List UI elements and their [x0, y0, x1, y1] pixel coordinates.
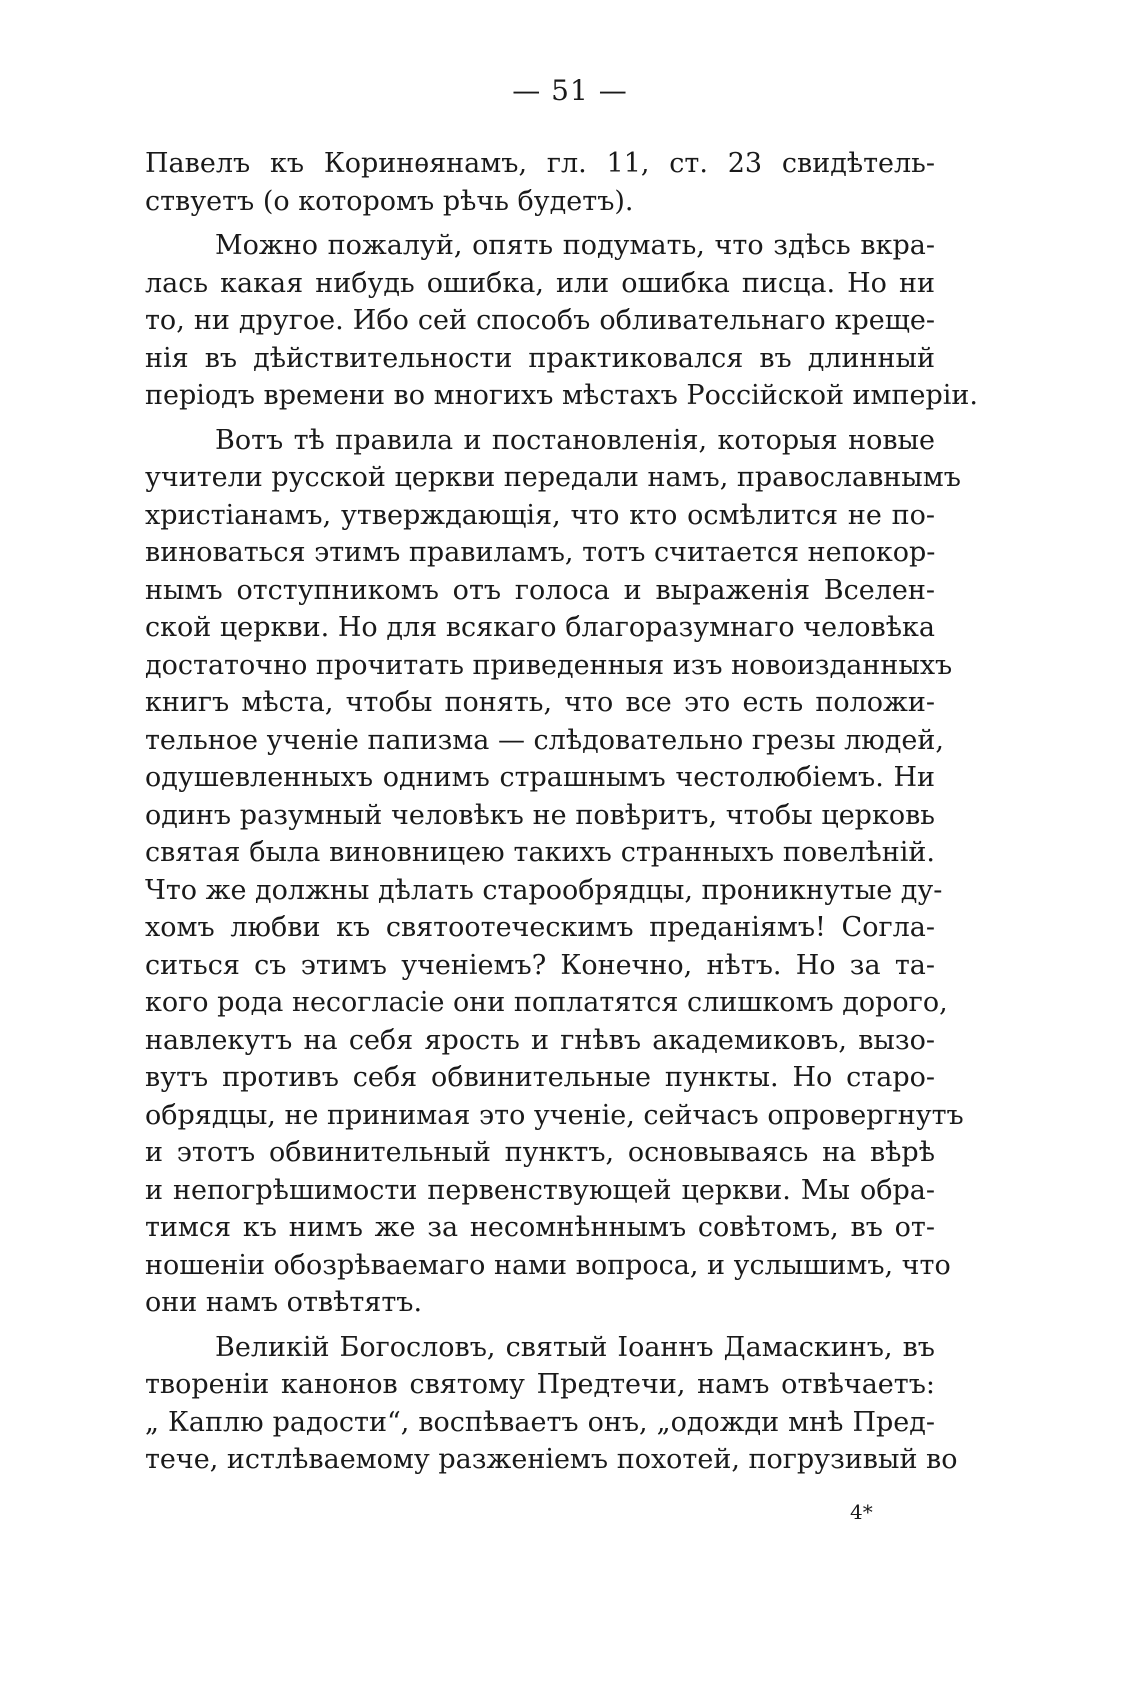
text-line: достаточно прочитать приведенныя изъ новоизданныхъ — [145, 649, 953, 681]
text-line: тече, истлѣваемому разженіемъ похотей, погрузивый во — [145, 1444, 958, 1475]
text-line: они намъ отвѣтятъ. — [145, 1287, 423, 1318]
text-line: Вотъ тѣ правила и постановленія, которыя новые — [215, 424, 935, 456]
text-line: одушевленныхъ однимъ страшнымъ честолюбіемъ. Ни — [145, 762, 935, 793]
text-line: лась какая нибудь ошибка, или ошибка писца. Но ни — [145, 267, 935, 299]
text-line: и этотъ обвинительный пунктъ, основываясь на вѣрѣ — [145, 1137, 935, 1168]
paragraph-2 — [145, 227, 978, 415]
text-line: Павелъ къ Коринѳянамъ, гл. 11, ст. 23 свидѣтель- — [145, 148, 935, 179]
signature-mark: 4* — [850, 1500, 873, 1524]
text-line: „ Каплю радости“, воспѣваетъ онъ, „одожди мнѣ Пред- — [145, 1406, 935, 1438]
text-line: христіанамъ, утверждающія, что кто осмѣлится не по- — [145, 499, 935, 531]
paragraph-4 — [145, 1329, 958, 1479]
text-line: нымъ отступникомъ отъ голоса и выраженія Вселен- — [145, 574, 935, 606]
text-line: ношеніи обозрѣваемаго нами вопроса, и услышимъ, что — [145, 1249, 951, 1281]
paragraph-1 — [145, 145, 935, 220]
text-line: ситься съ этимъ ученіемъ? Конечно, нѣтъ. Но за та- — [145, 949, 935, 981]
text-line: хомъ любви къ святоотеческимъ преданіямъ! Согла- — [145, 912, 935, 943]
text-line: учители русской церкви передали намъ, православнымъ — [145, 462, 961, 493]
text-line: святая была виновницею такихъ странныхъ повелѣній. — [145, 837, 935, 868]
text-line: твореніи канонов святому Предтечи, намъ отвѣчаетъ: — [145, 1369, 935, 1400]
text-line: Что же должны дѣлать старообрядцы, проникнутые ду- — [145, 874, 943, 906]
text-line: обрядцы, не принимая это ученіе, сейчасъ опровергнутъ — [145, 1099, 964, 1131]
text-line: виноваться этимъ правиламъ, тотъ считается непокор- — [145, 537, 936, 568]
text-line: то, ни другое. Ибо сей способъ обливательнаго креще- — [145, 305, 935, 336]
text-line: ствуетъ (о которомъ рѣчь будетъ). — [145, 185, 634, 217]
text-line: вутъ противъ себя обвинительные пункты. Но старо- — [145, 1062, 935, 1093]
text-line: кого рода несогласіе они поплатятся слишкомъ дорого, — [145, 987, 948, 1018]
text-line: тимся къ нимъ же за несомнѣннымъ совѣтомъ, въ от- — [145, 1212, 935, 1243]
text-line: Великій Богословъ, святый Іоаннъ Дамаскинъ, въ — [215, 1331, 935, 1363]
text-line: ской церкви. Но для всякаго благоразумнаго человѣка — [145, 612, 935, 643]
body-text — [145, 145, 978, 1479]
text-line: періодъ времени во многихъ мѣстахъ Россійской имперіи. — [145, 380, 978, 411]
text-line: книгъ мѣста, чтобы понять, что все это есть положи- — [145, 687, 935, 718]
text-line: Можно пожалуй, опять подумать, что здѣсь вкра- — [215, 230, 935, 261]
text-line: нія въ дѣйствительности практиковался въ длинный — [145, 342, 935, 374]
text-line: тельное ученіе папизма — слѣдовательно грезы людей, — [145, 724, 944, 756]
text-line: и непогрѣшимости первенствующей церкви. Мы обра- — [145, 1174, 935, 1206]
text-line: одинъ разумный человѣкъ не повѣритъ, чтобы церковь — [145, 799, 935, 831]
paragraph-3 — [145, 422, 964, 1322]
text-line: навлекутъ на себя ярость и гнѣвъ академиковъ, вызо- — [145, 1024, 935, 1056]
page-number-header: — 51 — — [512, 74, 628, 107]
